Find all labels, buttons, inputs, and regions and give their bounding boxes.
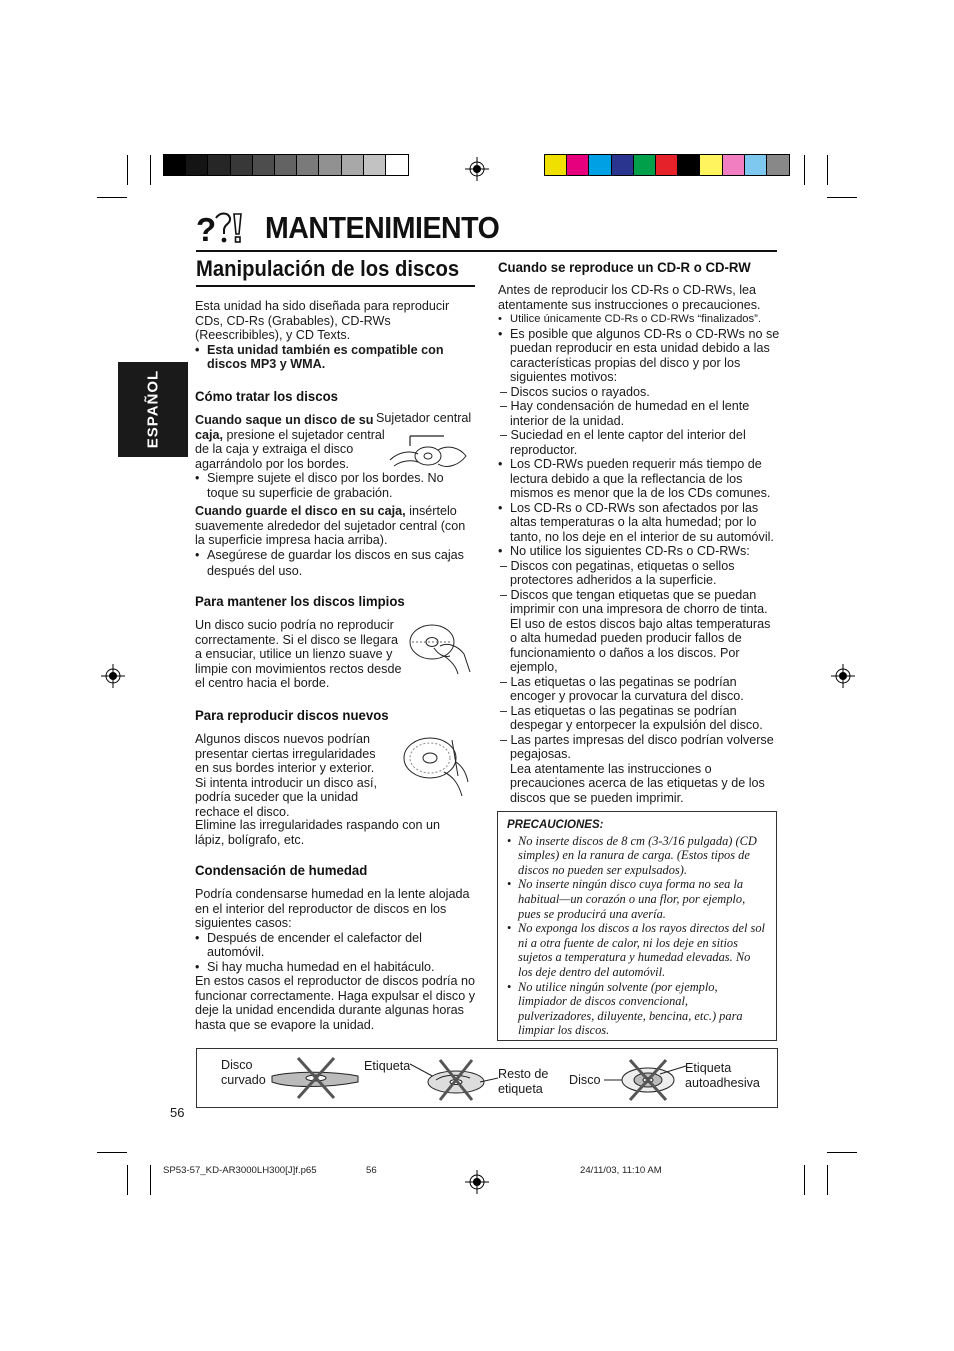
color-swatch xyxy=(612,155,634,175)
color-swatch xyxy=(386,155,408,175)
como-tratar-text-1: Cuando saque un disco de su caja, presione el sujetador central de la caja y extraiga el disco agarrándolo por los bordes. xyxy=(195,413,385,471)
color-swatch xyxy=(656,155,678,175)
color-swatch xyxy=(589,155,611,175)
precautions-heading: PRECAUCIONES: xyxy=(507,819,604,831)
color-swatch xyxy=(767,155,789,175)
crop-mark xyxy=(827,197,857,198)
sticker-disc-crossed-icon xyxy=(604,1056,688,1104)
limpios-text: Un disco sucio podría no reproducir correctamente. Si el disco se llegara a ensuciar, utilice un lienzo suave y limpie con movimientos rectos desde el centro hacia el borde. xyxy=(195,618,402,690)
color-swatch xyxy=(208,155,230,175)
caption-label: Etiqueta xyxy=(364,1059,411,1073)
grayscale-bar xyxy=(163,154,409,176)
crop-mark xyxy=(150,1165,151,1195)
labeled-disc-crossed-icon xyxy=(410,1056,500,1104)
color-swatch xyxy=(567,155,589,175)
registration-mark-icon xyxy=(831,664,855,688)
condensacion-text: Podría condensarse humedad en la lente alojada en el interior del reproductor de discos en los siguientes casos: • Después de encender el calefactor del automóvil. • Si hay mucha humedad en el habitáculo. En estos casos el reproductor de discos podría no funcionar correctamente. Haga expulsar el disco y deje la unidad encendida durante algunas horas hasta que se evapore la unidad. xyxy=(195,887,477,1032)
section-rule xyxy=(196,285,475,287)
crop-mark xyxy=(127,155,128,185)
color-swatch xyxy=(186,155,208,175)
svg-text:?: ? xyxy=(196,211,217,246)
disc-case-illustration-icon xyxy=(388,430,468,474)
caption-label-residue: Resto de etiqueta xyxy=(498,1067,549,1096)
language-tab: ESPAÑOL xyxy=(118,362,188,457)
color-swatch xyxy=(545,155,567,175)
registration-mark-icon xyxy=(465,1170,489,1194)
color-swatch xyxy=(723,155,745,175)
page-title: MANTENIMIENTO xyxy=(265,210,500,245)
color-swatch xyxy=(253,155,275,175)
color-swatch xyxy=(678,155,700,175)
footer-date: 24/11/03, 11:10 AM xyxy=(580,1165,662,1176)
heading-como-tratar: Cómo tratar los discos xyxy=(195,389,338,405)
nuevos-text-2: Elimine las irregularidades raspando con un lápiz, bolígrafo, etc. xyxy=(195,818,441,847)
crop-mark xyxy=(827,1165,828,1195)
heading-cdr-cdrw: Cuando se reproduce un CD-R o CD-RW xyxy=(498,260,751,276)
crop-mark xyxy=(150,155,151,185)
precaution-item: • No inserte discos de 8 cm (3-3/16 pulgada) (CD simples) en la ranura de carga. (Estos tipos de discos no pueden ser expulsados). xyxy=(507,834,766,878)
heading-condensacion: Condensación de humedad xyxy=(195,863,368,879)
como-tratar-bullet-2: • Asegúrese de guardar los discos en sus cajas después del uso. xyxy=(195,547,475,579)
intro-text: Esta unidad ha sido diseñada para reproducir CDs, CD-Rs (Grabables), CD-RWs (Reescribibles), y CD Texts. • Esta unidad también es compatible con discos MP3 y WMA. xyxy=(195,299,465,372)
como-tratar-bullet-1: • Siempre sujete el disco por los bordes. No toque su superficie de grabación. xyxy=(195,471,465,500)
registration-mark-icon xyxy=(101,664,125,688)
caption-self-adhesive-label: Etiqueta autoadhesiva xyxy=(685,1061,760,1090)
caption-curved-disc: Disco curvado xyxy=(221,1058,266,1087)
footer-file: SP53-57_KD-AR3000LH300[J]f.p65 xyxy=(163,1165,317,1176)
section-title: Manipulación de los discos xyxy=(196,256,460,281)
precaution-item: • No inserte ningún disco cuya forma no sea la habitual—un corazón o una flor, por ejemplo, pues se producirá una avería. xyxy=(507,877,766,921)
question-exclamation-icon xyxy=(196,210,246,246)
caption-disc: Disco xyxy=(569,1073,601,1087)
cdr-cdrw-text: Antes de reproducir los CD-Rs o CD-RWs, lea atentamente sus instrucciones o precauciones. • Utilice únicamente CD-Rs o CD-RWs “finalizados”. • Es posible que algunos CD-Rs o CD-RWs no se puedan reproducir en esta unidad debido a las características propias del disco y por los siguientes motivos: – Discos sucios o rayados. – Hay condensación de humedad en el lente interior de la unidad. – Suciedad en el lente captor del interior del reproductor. • Los CD-RWs pueden requerir más tiempo de lectura debido a que la reflectancia de los mismos es menor que la de los CDs comunes. • Los CD-Rs o CD-RWs son afectados por las altas temperaturas o la alta humedad; por lo tanto, no los deje en el interior de su automóvil. • No utilice los siguientes CD-Rs o CD-RWs: – Discos con pegatinas, etiquetas o sellos protectores adheridos a la superficie. – Discos que tengan etiquetas que se puedan imprimir con una impresora de chorro de tinta. El uso de estos discos bajo altas temperaturas o alta humedad pueden producir fallos de funcionamiento o daños a los discos. Por ejemplo, – Las etiquetas o las pegatinas se podrían encoger y provocar la curvatura del disco. – Las etiquetas o las pegatinas se podrían despegar y entorpecer la expulsión del disco. – Las partes impresas del disco podrían volverse pegajosas. Lea atentamente las instrucciones o precauciones acerca de las etiquetas y de los discos que se pueden imprimir. xyxy=(498,283,780,805)
crop-mark xyxy=(827,1152,857,1153)
crop-mark xyxy=(97,1152,127,1153)
color-swatch xyxy=(634,155,656,175)
como-tratar-text-2: Cuando guarde el disco en su caja, insértelo suavemente alrededor del sujetador central (con la superficie impresa hacia arriba). xyxy=(195,504,466,547)
color-swatch xyxy=(745,155,767,175)
footer-page: 56 xyxy=(366,1165,377,1176)
precaution-item: • No exponga los discos a los rayos directos del sol ni a otra fuente de calor, ni los deje en sitios sujetos a temperatura y humedad elevadas. No los deje dentro del automóvil. xyxy=(507,921,766,979)
curved-disc-crossed-icon xyxy=(268,1054,364,1102)
color-swatch xyxy=(700,155,722,175)
crop-mark xyxy=(827,155,828,185)
crop-mark xyxy=(97,197,127,198)
cleaning-disc-illustration-icon xyxy=(404,612,474,678)
crop-mark xyxy=(127,1165,128,1195)
crop-mark xyxy=(804,155,805,185)
title-rule xyxy=(196,250,777,252)
new-disc-illustration-icon xyxy=(396,732,472,798)
page-number: 56 xyxy=(170,1105,185,1120)
crop-mark xyxy=(804,1165,805,1195)
color-swatch xyxy=(342,155,364,175)
color-swatch xyxy=(297,155,319,175)
registration-mark-icon xyxy=(465,157,489,181)
color-swatch xyxy=(275,155,297,175)
precautions-box xyxy=(497,811,777,1041)
color-swatch xyxy=(364,155,386,175)
nuevos-text-1: Algunos discos nuevos podrían presentar ciertas irregularidades en sus bordes interior y exterior. Si intenta introducir un disco así, podría suceder que la unidad rechace el disco. xyxy=(195,732,378,819)
center-holder-caption: Sujetador central xyxy=(376,411,472,425)
heading-nuevos: Para reproducir discos nuevos xyxy=(195,708,389,724)
heading-limpios: Para mantener los discos limpios xyxy=(195,594,405,610)
precaution-item: • No utilice ningún solvente (por ejemplo, limpiador de discos convencional, pulverizadores, diluyente, bencina, etc.) para limpiar los discos. xyxy=(507,980,766,1038)
color-bar xyxy=(544,154,790,176)
intro-bullet: • Esta unidad también es compatible con discos MP3 y WMA. xyxy=(195,343,465,372)
color-swatch xyxy=(231,155,253,175)
color-swatch xyxy=(164,155,186,175)
color-swatch xyxy=(319,155,341,175)
